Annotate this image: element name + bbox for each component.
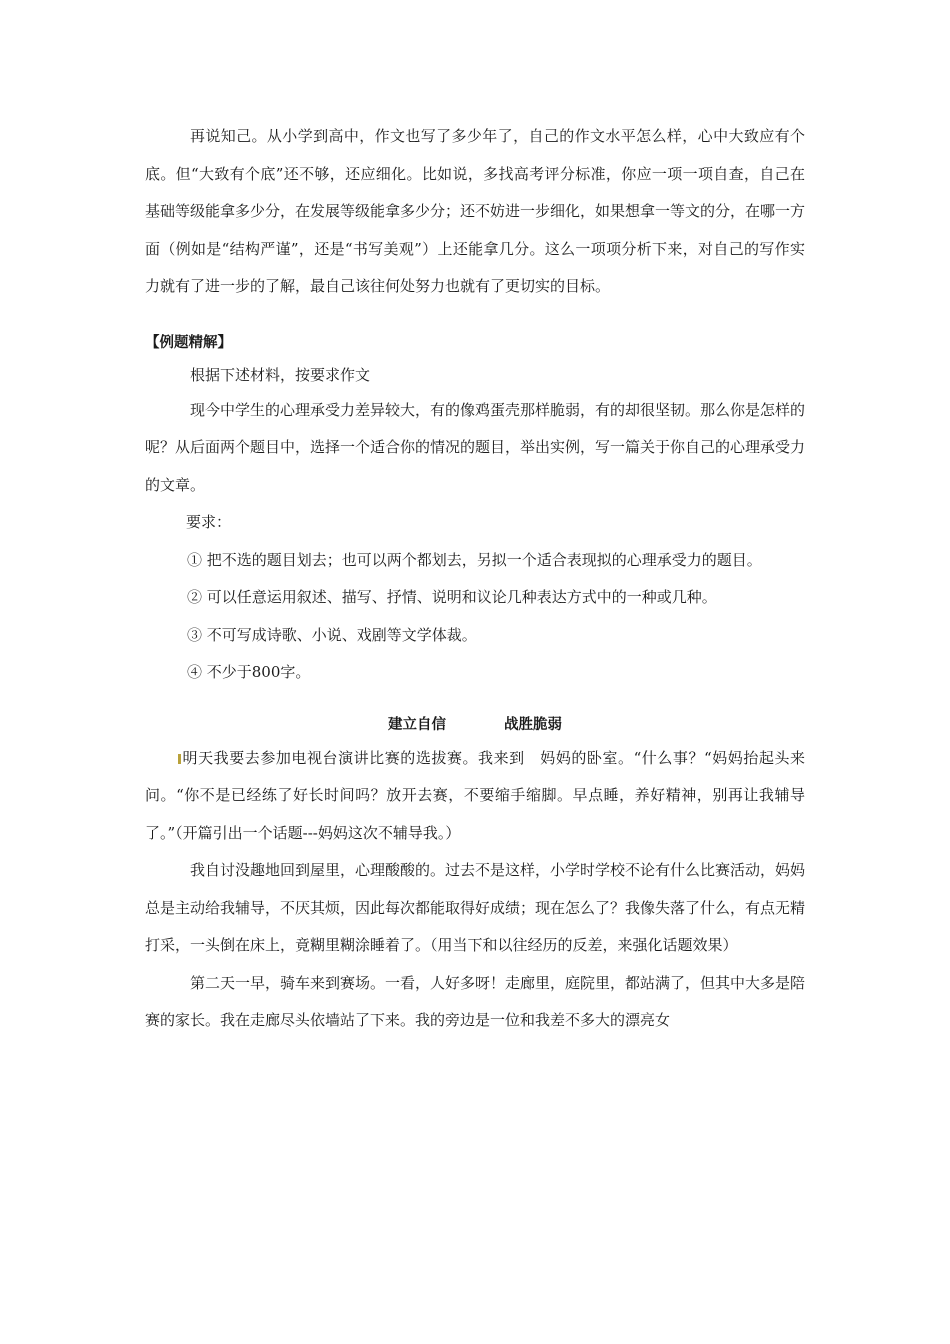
essay-paragraph: 第二天一早，骑车来到赛场。一看，人好多呀！走廊里，庭院里，都站满了，但其中大多是陪赛的家长。我在走廊尽头依墙站了下来。我的旁边是一位和我差不多大的漂亮女	[145, 973, 806, 1029]
requirements-label: 要求：	[186, 513, 232, 531]
essay-title-left: 建立自信	[388, 716, 446, 733]
intro-paragraph: 再说知己。从小学到高中，作文也写了多少年了，自己的作文水平怎么样，心中大致应有个底。但“大致有个底”还不够，还应细化。比如说，多找高考评分标准，你应一项一项自查，自己在基础等级能拿多少分，在发展等级能拿多少分；还不妨进一步细化，如果想拿一等文的分，在哪一方面（例如是“结构严谨”，还是“书写美观”）上还能拿几分。这么一项项分析下来，对自己的写作实力就有了进一步的了解，最自己该往何处努力也就有了更切实的目标。	[145, 127, 806, 295]
requirement-item: ③ 不可写成诗歌、小说、戏剧等文学体裁。	[187, 625, 477, 644]
essay-paragraph: 我自讨没趣地回到屋里，心理酸酸的。过去不是这样，小学时学校不论有什么比赛活动，妈妈总是主动给我辅导，不厌其烦，因此每次都能取得好成绩；现在怎么了？我像失落了什么，有点无精打采，一头倒在床上，竟糊里糊涂睡着了。（用当下和以往经历的反差，来强化话题效果）	[145, 861, 806, 954]
essay-paragraph: 明天我要去参加电视台演讲比赛的选拔赛。我来到 妈妈的卧室。“什么事？“妈妈抬起头来问。“你不是已经练了好长时间吗？放开去赛，不要缩手缩脚。早点睡，养好精神，别再让我辅导了。”（开篇引出一个话题---妈妈这次不辅导我。）	[145, 748, 805, 842]
requirement-item: ② 可以任意运用叙述、描写、抒情、说明和议论几种表达方式中的一种或几种。	[187, 588, 717, 606]
essay-title	[145, 710, 805, 740]
example-instruction: 根据下述材料，按要求作文	[190, 365, 371, 384]
text-mark-icon	[178, 754, 181, 764]
requirement-item: ④ 不少于800字。	[187, 663, 311, 681]
example-heading: 【例题精解】	[145, 334, 232, 351]
requirement-item: ① 把不选的题目划去；也可以两个都划去，另拟一个适合表现拟的心理承受力的题目。	[187, 550, 762, 569]
essay-title-right: 战胜脆弱	[504, 716, 562, 733]
document-page	[145, 118, 805, 1040]
example-material: 现今中学生的心理承受力差异较大，有的像鸡蛋壳那样脆弱，有的却很坚韧。那么你是怎样的呢？从后面两个题目中，选择一个适合你的情况的题目，举出实例，写一篇关于你自己的心理承受力的文章。	[145, 400, 806, 494]
